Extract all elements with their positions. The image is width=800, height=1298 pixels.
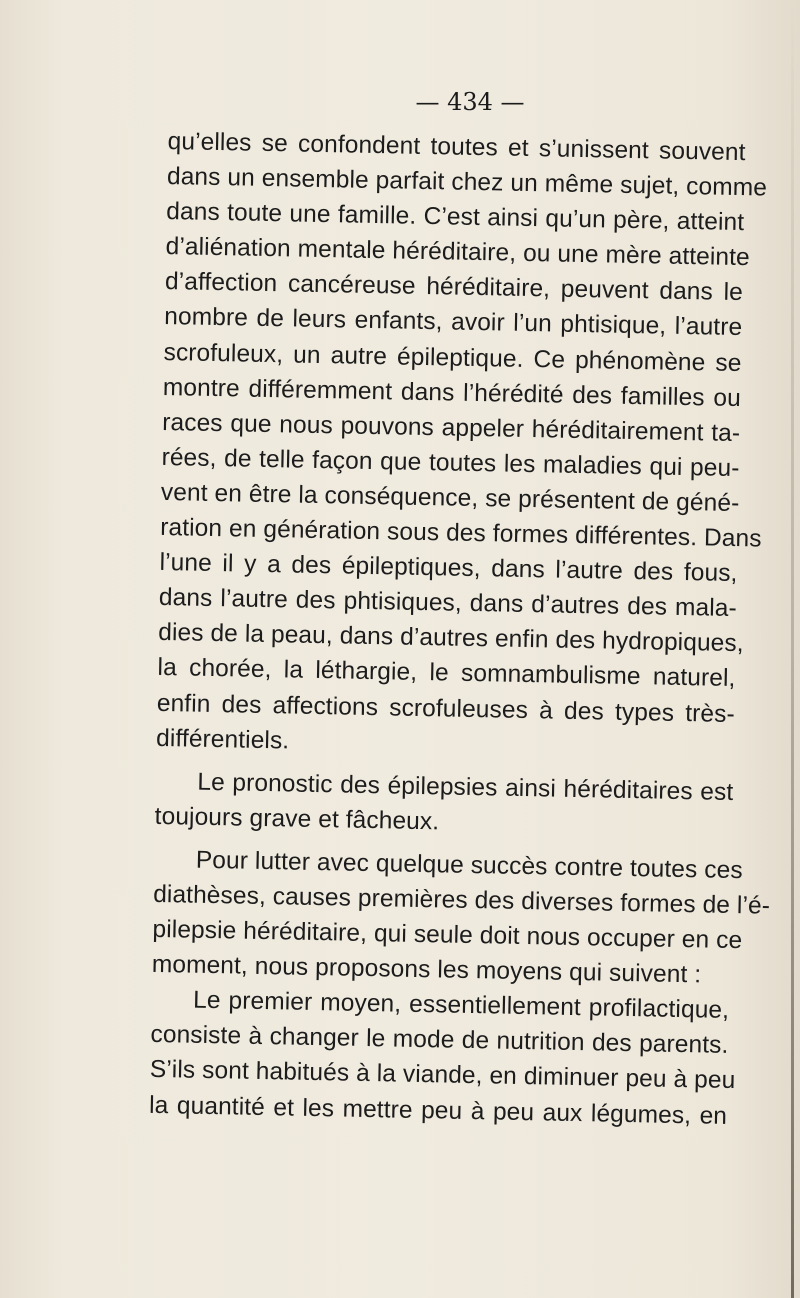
text-line: ration en génération sous des formes différentes. Dans — [159, 513, 762, 553]
text-line: montre différemment dans l’hérédité des familles ou — [162, 373, 742, 412]
text-line: moment, nous proposons les moyens qui suivent : — [151, 951, 702, 989]
page-edge-shadow — [791, 0, 794, 1298]
text-line: Le pronostic des épilepsies ainsi héréditaires est — [197, 768, 734, 806]
text-line: S’ils sont habitués à la viande, en diminuer peu à peu — [149, 1056, 736, 1095]
paragraph-4 — [148, 982, 736, 1133]
text-line: races que nous pouvons appeler héréditairement ta- — [162, 408, 741, 447]
text-line: qu’elles se confondent toutes et s’unissent souvent — [167, 127, 746, 167]
text-line: d’affection cancéreuse héréditaire, peuvent dans le — [164, 268, 744, 307]
text-line: différentiels. — [155, 724, 290, 755]
text-line: dans toute une famille. C’est ainsi qu’un père, atteint — [166, 198, 745, 237]
text-line: Le premier moyen, essentiellement profilactique, — [192, 986, 730, 1025]
text-line: la chorée, la léthargie, le somnambulisme naturel, — [157, 654, 736, 693]
text-line: pilepsie héréditaire, qui seule doit nous occuper en ce — [152, 915, 743, 955]
text-line: dans l’autre des phtisiques, dans d’autres des mala- — [158, 584, 738, 623]
text-line: la quantité et les mettre peu à peu aux légumes, en — [148, 1091, 728, 1130]
text-line: toujours grave et fâcheux. — [154, 802, 440, 836]
page-number: — 434 — — [415, 88, 525, 116]
paragraph-1 — [155, 124, 768, 767]
text-line: Pour lutter avec quelque succès contre toutes ces — [195, 846, 743, 885]
text-line: enfin des affections scrofuleuses à des types très- — [156, 689, 736, 728]
text-line: consiste à changer le mode de nutrition des parents. — [150, 1021, 729, 1060]
text-line: dies de la peau, dans d’autres enfin des hydropiques, — [157, 619, 744, 658]
text-line: d’aliénation mentale héréditaire, ou une mère atteinte — [165, 233, 751, 272]
paragraph-3 — [151, 842, 771, 993]
text-line: diathèses, causes premières des diverses formes de l’é- — [152, 880, 771, 920]
text-line: vent en être la conséquence, se présentent de géné- — [160, 478, 740, 517]
text-line: scrofuleux, un autre épileptique. Ce phénomène se — [163, 338, 742, 377]
text-line: l’une il y a des épileptiques, dans l’autre des fous, — [159, 549, 738, 588]
paragraph-2 — [154, 764, 733, 845]
text-line: rées, de telle façon que toutes les maladies qui peu- — [161, 443, 740, 482]
text-line: nombre de leurs enfants, avoir l’un phtisique, l’autre — [164, 303, 743, 342]
body-text — [148, 124, 771, 1134]
text-line: dans un ensemble parfait chez un même sujet, comme — [166, 163, 768, 202]
